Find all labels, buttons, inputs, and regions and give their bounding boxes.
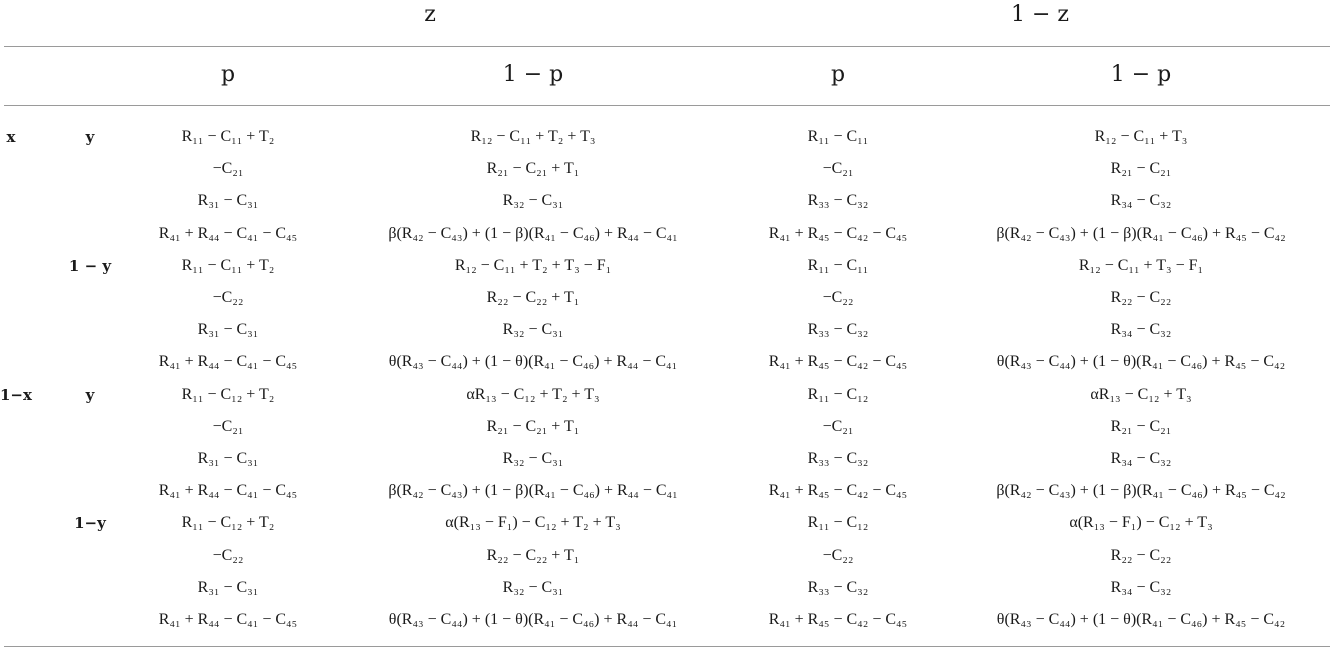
cell-z-p: R₃₁ − C₃₁ [197, 192, 259, 210]
row-y-label [52, 411, 128, 443]
row-y-label [52, 153, 128, 185]
table-row [0, 572, 1334, 604]
row-x-label [0, 250, 22, 282]
cell-1z-1p: R₃₄ − C₃₂ [1110, 450, 1172, 467]
row-x-label [0, 314, 22, 346]
cell-1z-p: R₄₁ + R₄₅ − C₄₂ − C₄₅ [768, 482, 908, 500]
row-x-label [0, 475, 22, 507]
row-x-label [0, 443, 22, 475]
cell-1z-1p: R₃₄ − C₃₂ [1110, 321, 1172, 339]
cell-z-1p: β(R₄₂ − C₄₃) + (1 − β)(R₄₁ − C₄₆) + R₄₄ − C₄₁ [388, 482, 678, 500]
table-row [0, 185, 1334, 217]
cell-1z-p: R₁₁ − C₁₂ [807, 514, 869, 532]
row-x-label [0, 153, 22, 185]
cell-1z-1p: R₂₂ − C₂₂ [1110, 289, 1172, 306]
table-row [0, 443, 1334, 475]
row-y-label [52, 314, 128, 346]
row-x-label [0, 346, 22, 378]
row-x-label [0, 411, 22, 443]
cell-z-p: R₃₁ − C₃₁ [197, 450, 259, 467]
cell-z-1p: R₃₂ − C₃₁ [502, 450, 564, 467]
cell-1z-p: −C₂₂ [822, 546, 854, 564]
table-row [0, 346, 1334, 378]
cell-1z-p: R₁₁ − C₁₂ [807, 385, 869, 403]
table-row [0, 379, 1334, 411]
cell-1z-1p: R₂₁ − C₂₁ [1110, 417, 1172, 435]
header-z: z [424, 2, 436, 27]
cell-1z-p: R₁₁ − C₁₁ [807, 256, 869, 274]
cell-z-1p: R₂₁ − C₂₁ + T₁ [486, 417, 580, 435]
cell-1z-p: R₃₃ − C₃₂ [807, 450, 869, 467]
cell-1z-p: −C₂₂ [822, 289, 854, 306]
row-x-label [0, 282, 22, 314]
cell-z-p: R₄₁ + R₄₄ − C₄₁ − C₄₅ [158, 224, 298, 242]
cell-z-1p: α(R₁₃ − F₁) − C₁₂ + T₂ + T₃ [445, 514, 621, 532]
table-row [0, 121, 1334, 153]
row-y-label [52, 185, 128, 217]
cell-z-1p: αR₁₃ − C₁₂ + T₂ + T₃ [466, 385, 600, 403]
row-y-label [52, 475, 128, 507]
row-x-label [0, 540, 22, 572]
rule-bottom [4, 646, 1330, 647]
row-y-label [52, 218, 128, 250]
table-row [0, 250, 1334, 282]
cell-z-p: R₁₁ − C₁₂ + T₂ [181, 385, 275, 403]
cell-1z-1p: β(R₄₂ − C₄₃) + (1 − β)(R₄₁ − C₄₆) + R₄₅ − C₄₂ [996, 482, 1286, 500]
cell-1z-p: R₃₃ − C₃₂ [807, 192, 869, 210]
row-y-label: 1 − y [68, 256, 112, 275]
cell-1z-p: R₄₁ + R₄₅ − C₄₂ − C₄₅ [768, 353, 908, 371]
cell-1z-1p: R₂₁ − C₂₁ [1110, 160, 1172, 178]
table-row [0, 282, 1334, 314]
row-y-label: y [85, 385, 95, 404]
cell-1z-1p: R₁₂ − C₁₁ + T₃ [1094, 128, 1188, 145]
row-y-label [52, 346, 128, 378]
cell-z-1p: θ(R₄₃ − C₄₄) + (1 − θ)(R₄₁ − C₄₆) + R₄₄ − C₄₁ [388, 611, 678, 628]
cell-1z-1p: R₁₂ − C₁₁ + T₃ − F₁ [1078, 256, 1204, 274]
cell-z-1p: R₂₂ − C₂₂ + T₁ [486, 289, 580, 306]
cell-z-p: −C₂₂ [212, 289, 244, 306]
cell-1z-1p: θ(R₄₃ − C₄₄) + (1 − θ)(R₄₁ − C₄₆) + R₄₅ − C₄₂ [996, 611, 1286, 628]
header-col-p-1z: p [830, 62, 846, 87]
cell-z-1p: R₁₂ − C₁₁ + T₂ + T₃ [470, 128, 596, 145]
cell-z-p: R₁₁ − C₁₁ + T₂ [181, 256, 275, 274]
cell-z-p: R₄₁ + R₄₄ − C₄₁ − C₄₅ [158, 611, 298, 628]
row-x-label: x [6, 128, 16, 146]
row-y-label [52, 282, 128, 314]
cell-1z-1p: α(R₁₃ − F₁) − C₁₂ + T₃ [1069, 514, 1213, 532]
cell-1z-p: R₁₁ − C₁₁ [807, 128, 869, 145]
cell-z-1p: R₁₂ − C₁₁ + T₂ + T₃ − F₁ [454, 256, 612, 274]
cell-z-1p: R₃₂ − C₃₁ [502, 321, 564, 339]
cell-1z-p: R₄₁ + R₄₅ − C₄₂ − C₄₅ [768, 611, 908, 628]
table-row [0, 314, 1334, 346]
cell-1z-1p: R₃₄ − C₃₂ [1110, 192, 1172, 210]
table-row [0, 218, 1334, 250]
cell-z-1p: R₃₂ − C₃₁ [502, 578, 564, 596]
header-col-1p-1z: 1 − p [1110, 62, 1172, 87]
cell-z-1p: θ(R₄₃ − C₄₄) + (1 − θ)(R₄₁ − C₄₆) + R₄₄ − C₄₁ [388, 353, 678, 371]
cell-z-1p: R₂₂ − C₂₂ + T₁ [486, 546, 580, 564]
row-y-label [52, 443, 128, 475]
cell-1z-p: −C₂₁ [822, 160, 854, 178]
row-y-label: y [85, 128, 95, 146]
cell-z-p: −C₂₁ [212, 417, 244, 435]
row-y-label [52, 572, 128, 604]
header-col-p-z: p [220, 62, 236, 87]
header-one-minus-z: 1 − z [1010, 2, 1069, 27]
header-col-1p-z: 1 − p [502, 62, 564, 87]
cell-z-p: −C₂₁ [212, 160, 244, 178]
row-x-label: 1−x [0, 385, 32, 404]
cell-z-1p: R₃₂ − C₃₁ [502, 192, 564, 210]
row-x-label [0, 507, 22, 539]
row-x-label [0, 604, 22, 636]
row-y-label [52, 604, 128, 636]
row-y-label: 1−y [74, 514, 106, 533]
cell-z-p: R₁₁ − C₁₂ + T₂ [181, 514, 275, 532]
cell-1z-p: R₃₃ − C₃₂ [807, 321, 869, 339]
table-row [0, 411, 1334, 443]
cell-z-1p: R₂₁ − C₂₁ + T₁ [486, 160, 580, 178]
cell-1z-1p: R₃₄ − C₃₂ [1110, 578, 1172, 596]
cell-1z-p: R₄₁ + R₄₅ − C₄₂ − C₄₅ [768, 224, 908, 242]
cell-z-p: R₃₁ − C₃₁ [197, 578, 259, 596]
cell-1z-1p: R₂₂ − C₂₂ [1110, 546, 1172, 564]
cell-1z-p: R₃₃ − C₃₂ [807, 578, 869, 596]
row-y-label [52, 540, 128, 572]
row-x-label [0, 218, 22, 250]
table-row [0, 604, 1334, 636]
cell-1z-p: −C₂₁ [822, 417, 854, 435]
cell-z-p: R₄₁ + R₄₄ − C₄₁ − C₄₅ [158, 353, 298, 371]
rule-top [4, 46, 1330, 47]
cell-z-p: −C₂₂ [212, 546, 244, 564]
table-row [0, 540, 1334, 572]
cell-z-1p: β(R₄₂ − C₄₃) + (1 − β)(R₄₁ − C₄₆) + R₄₄ − C₄₁ [388, 224, 678, 242]
table-row [0, 153, 1334, 185]
cell-1z-1p: β(R₄₂ − C₄₃) + (1 − β)(R₄₁ − C₄₆) + R₄₅ − C₄₂ [996, 224, 1286, 242]
cell-z-p: R₄₁ + R₄₄ − C₄₁ − C₄₅ [158, 482, 298, 500]
cell-z-p: R₁₁ − C₁₁ + T₂ [181, 128, 275, 145]
table-row [0, 475, 1334, 507]
rule-header [4, 105, 1330, 106]
cell-1z-1p: αR₁₃ − C₁₂ + T₃ [1090, 385, 1192, 403]
table-row [0, 507, 1334, 539]
row-x-label [0, 185, 22, 217]
cell-z-p: R₃₁ − C₃₁ [197, 321, 259, 339]
cell-1z-1p: θ(R₄₃ − C₄₄) + (1 − θ)(R₄₁ − C₄₆) + R₄₅ − C₄₂ [996, 353, 1286, 371]
row-x-label [0, 572, 22, 604]
